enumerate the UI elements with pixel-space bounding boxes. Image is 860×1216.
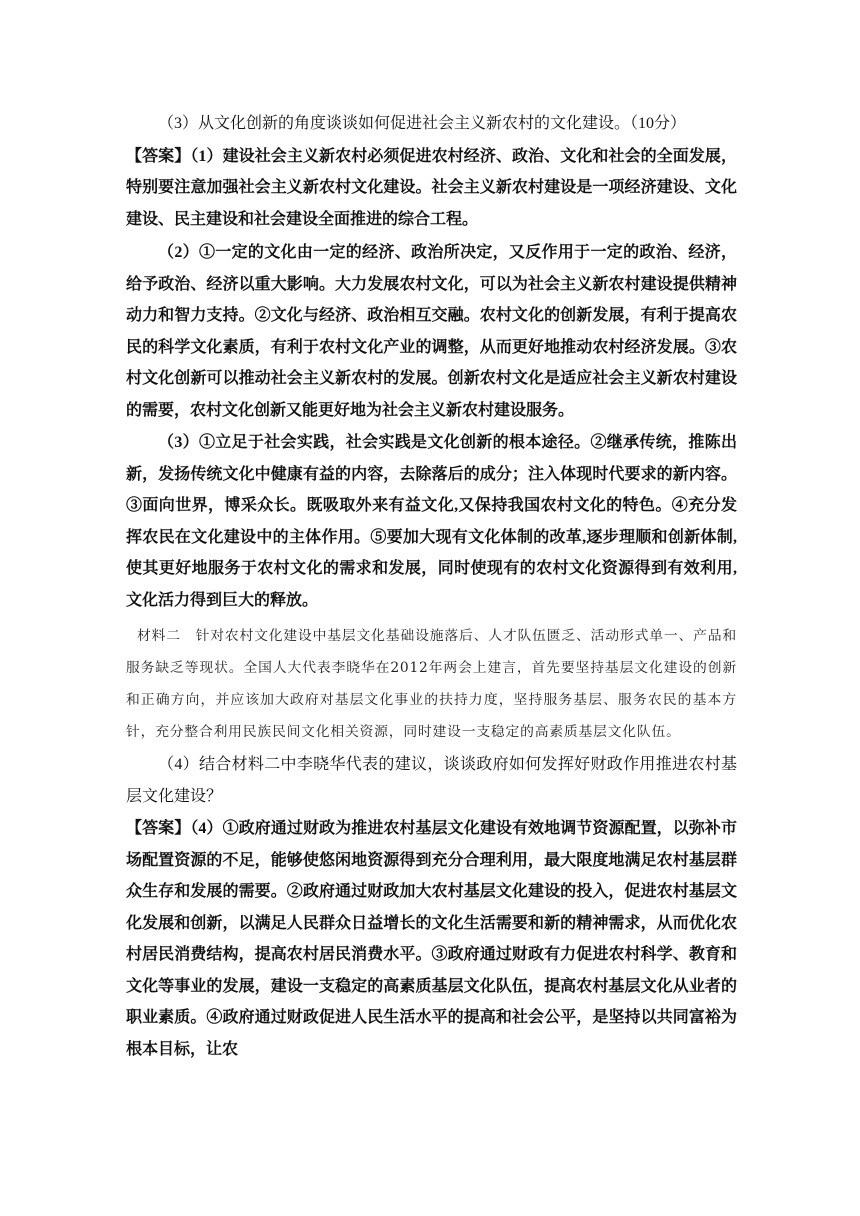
- answer-tag-2: 【答案】: [126, 820, 191, 837]
- answer-2: （2）①一定的文化由一定的经济、政治所决定，又反作用于一定的政治、经济，给予政治、经济以重大影响。大力发展农村文化，可以为社会主义新农村建设提供精神动力和智力支持。②文化与经济、政治相互交融。农村文化的创新发展，有利于提高农民的科学文化素质，有利于农村文化产业的调整，从而更好地推动农村经济发展。③农村文化创新可以推动社会主义新农村的发展。创新农村文化是适应社会主义新农村建设的需要，农村文化创新又能更好地为社会主义新农村建设服务。: [126, 244, 737, 419]
- answer-1: [126, 141, 737, 236]
- answer-tag: 【答案】: [126, 147, 191, 165]
- question-3: （3）从文化创新的角度谈谈如何促进社会主义新农村的文化建设。（10分）: [158, 115, 687, 132]
- answer-part-1: （1）建设社会主义新农村必须促进农村经济、政治、文化和社会的全面发展，特别要注意加强社会主义新农村文化建设。社会主义新农村建设是一项经济建设、文化建设、民主建设和社会建设全面推进的综合工程。: [126, 147, 737, 228]
- material-two: 材料二 针对农村文化建设中基层文化基础设施落后、人才队伍匮乏、活动形式单一、产品和服务缺乏等现状。全国人大代表李晓华在2012年两会上建言，首先要坚持基层文化建设的创新和正确方向，并应该加大政府对基层文化事业的扶持力度，坚持服务基层、服务农民的基本方针，充分整合利用民族民间文化相关资源，同时建设一支稳定的高素质基层文化队伍。: [126, 628, 737, 740]
- answer-part-4: （4）①政府通过财政为推进农村基层文化建设有效地调节资源配置，以弥补市场配置资源的不足，能够使悠闲地资源得到充分合理利用，最大限度地满足农村基层群众生存和发展的需要。②政府通过财政加大农村基层文化建设的投入，促进农村基层文化发展和创新，以满足人民群众日益增长的文化生活需要和新的精神需求，从而优化农村居民消费结构，提高农村居民消费水平。③政府通过财政有力促进农村科学、教育和文化等事业的发展，建设一支稳定的高素质基层文化队伍，提高农村基层文化从业者的职业素质。④政府通过财政促进人民生活水平的提高和社会公平，是坚持以共同富裕为根本目标，让农: [126, 820, 737, 1058]
- document-content: [126, 108, 737, 1065]
- question-4: （4）结合材料二中李晓华代表的建议，谈谈政府如何发挥好财政作用推进农村基层文化建设？: [126, 756, 737, 805]
- answer-3: （3）①立足于社会实践，社会实践是文化创新的根本途径。②继承传统，推陈出新，发扬传统文化中健康有益的内容，去除落后的成分；注入体现时代要求的新内容。③面向世界，博采众长。既吸取外来有益文化,又保持我国农村文化的特色。④充分发挥农民在文化建设中的主体作用。⑤要加大现有文化体制的改革,逐步理顺和创新体制,使其更好地服务于农村文化的需求和发展，同时使现有的农村文化资源得到有效利用,文化活力得到巨大的释放。: [126, 434, 737, 609]
- answer-4: [126, 813, 737, 1065]
